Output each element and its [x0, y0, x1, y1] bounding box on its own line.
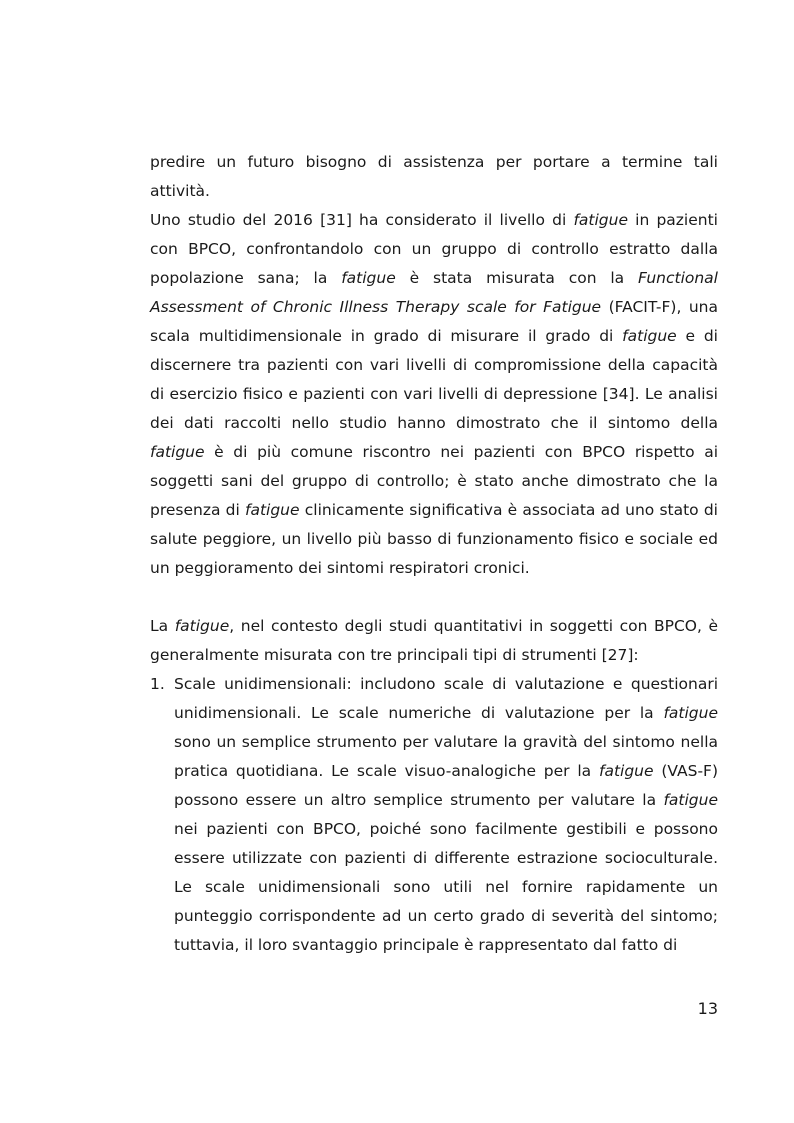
document-page	[150, 148, 718, 960]
list-item-number: 1.	[150, 675, 165, 693]
paragraph-study-2016: Uno studio del 2016 [31] ha considerato il livello di fatigue in pazienti con BPCO, confrontandolo con un gruppo di controllo estratto dalla popolazione sana; la fatigue è stata misurata con la Functional Assessment of Chronic Illness Therapy scale for Fatigue (FACIT-F), una scala multidimensionale in grado di misurare il grado di fatigue e di discernere tra pazienti con vari livelli di compromissione della capacità di esercizio fisico e pazienti con vari livelli di depressione [34]. Le analisi dei dati raccolti nello studio hanno dimostrato che il sintomo della fatigue è di più comune riscontro nei pazienti con BPCO rispetto ai soggetti sani del gruppo di controllo; è stato anche dimostrato che la presenza di fatigue clinicamente significativa è associata ad uno stato di salute peggiore, un livello più basso di funzionamento fisico e sociale ed un peggioramento dei sintomi respiratori cronici.	[150, 211, 718, 577]
page-number: 13	[697, 999, 718, 1018]
paragraph-measurement-intro: La fatigue, nel contesto degli studi quantitativi in soggetti con BPCO, è generalmente misurata con tre principali tipi di strumenti [27]:	[150, 617, 718, 664]
list-item: 1. Scale unidimensionali: includono scale di valutazione e questionari unidimensionali. Le scale numeriche di valutazione per la fatigue sono un semplice strumento per valutare la gravità del sintomo nella pratica quotidiana. Le scale visuo-analogiche per la fatigue (VAS-F) possono essere un altro semplice strumento per valutare la fatigue nei pazienti con BPCO, poiché sono facilmente gestibili e possono essere utilizzate con pazienti di differente estrazione socioculturale. Le scale unidimensionali sono utili nel fornire rapidamente un punteggio corrispondente ad un certo grado di severità del sintomo; tuttavia, il loro svantaggio principale è rappresentato dal fatto di	[150, 670, 718, 960]
paragraph-continuation: predire un futuro bisogno di assistenza per portare a termine tali attività.	[150, 153, 718, 200]
instrument-list	[150, 670, 718, 960]
